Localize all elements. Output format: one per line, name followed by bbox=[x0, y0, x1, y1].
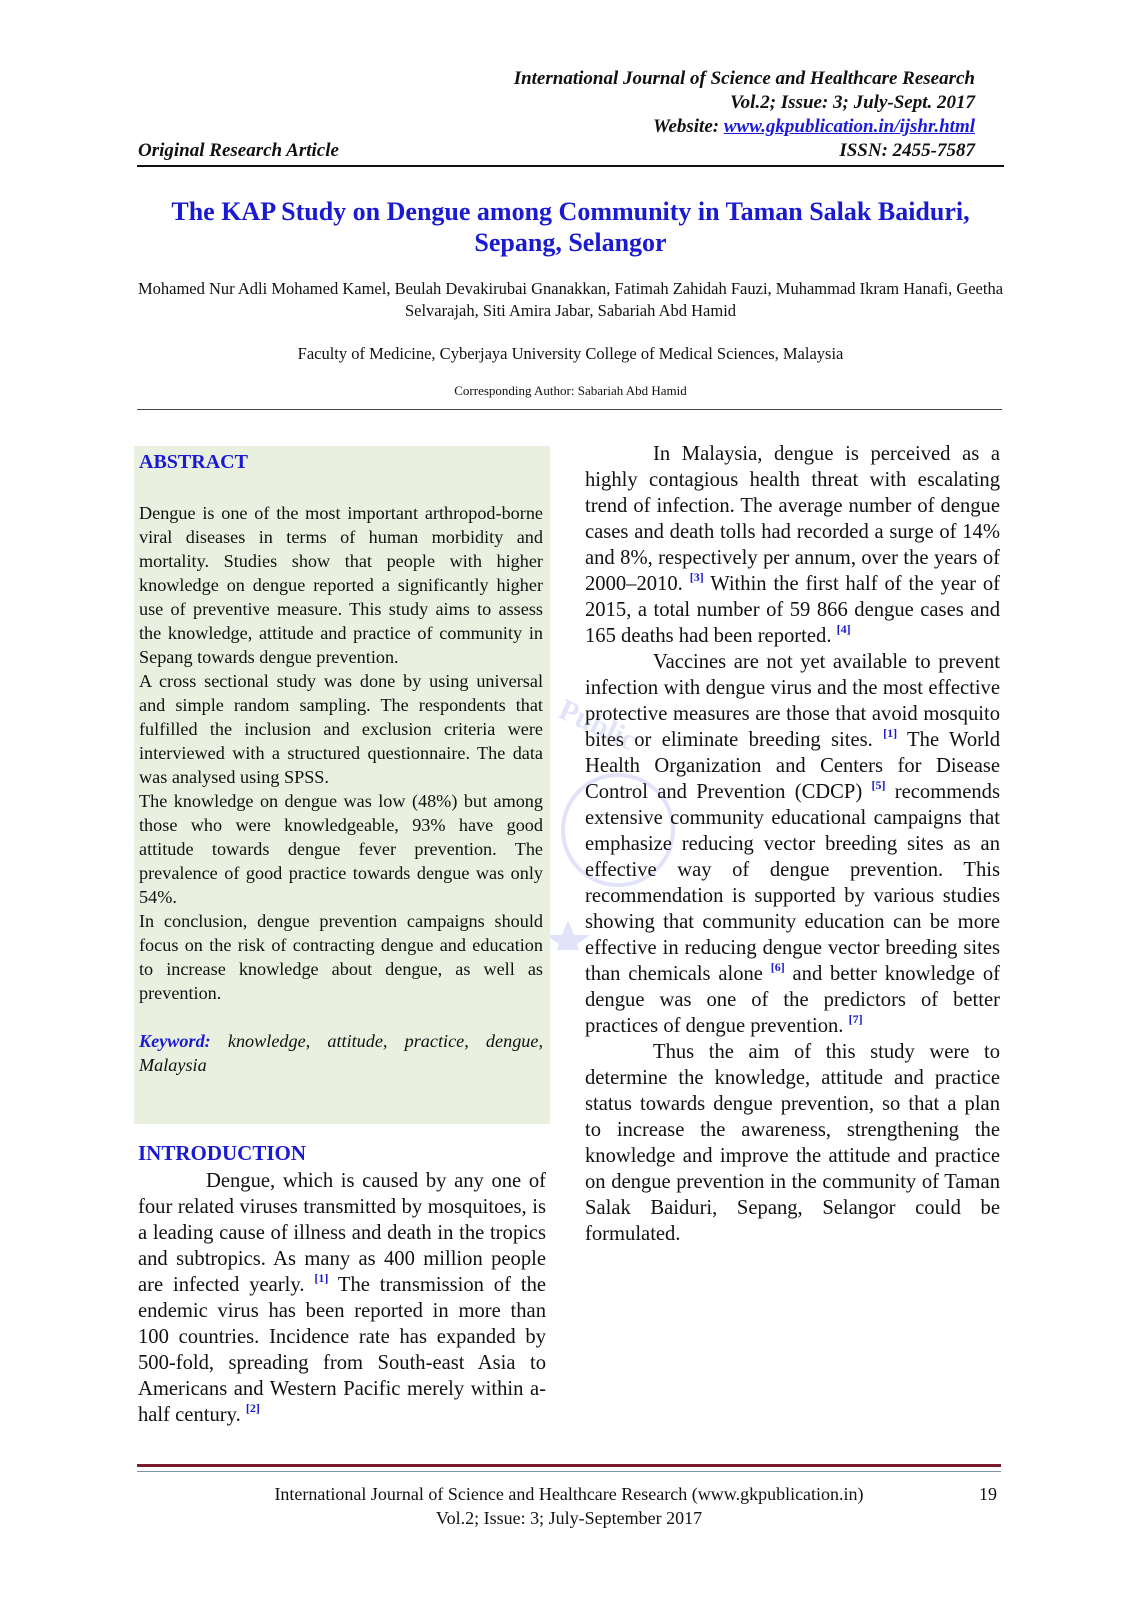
header-rule bbox=[137, 165, 1004, 167]
website-label: Website: bbox=[652, 116, 720, 137]
journal-name: International Journal of Science and Healthcare Research bbox=[513, 68, 975, 89]
body-paragraph bbox=[585, 441, 1000, 649]
abstract-box bbox=[134, 446, 550, 1124]
keyword-label: Keyword: bbox=[139, 1031, 211, 1051]
divider bbox=[137, 409, 1002, 410]
keywords bbox=[139, 1029, 543, 1077]
corresponding-author: Corresponding Author: Sabariah Abd Hamid bbox=[454, 383, 687, 398]
text-run: Dengue, which is caused by any one of four related viruses transmitted by mosquitoes, is a leading cause of illness and death in the tropics and subtropics. As many as 400 million people are infected yearly. bbox=[138, 1170, 546, 1296]
journal-website bbox=[653, 116, 975, 138]
text-run: In Malaysia, dengue is perceived as a highly contagious health threat with escalating trend of infection. The average number of dengue cases and death tolls had recorded a surge of 14% and 8%, respectively per annum, over the years of 2000–2010. bbox=[585, 443, 1000, 595]
citation-2[interactable]: [2] bbox=[245, 1401, 260, 1415]
introduction-paragraph bbox=[138, 1168, 546, 1428]
page-number: 19 bbox=[979, 1484, 997, 1504]
text-run: and better knowledge of dengue was one of the predictors of better practices of dengue prevention. bbox=[585, 963, 1000, 1037]
text-run: The World Health Organization and Centers for Disease Control and Prevention (CDCP) bbox=[585, 729, 1000, 803]
citation-4[interactable]: [4] bbox=[836, 622, 851, 636]
abstract-paragraph: The knowledge on dengue was low (48%) but among those who were knowledgeable, 93% have good attitude towards dengue fever prevention. The prevalence of good practice towards dengue was only 54%. bbox=[139, 791, 543, 907]
citation-1[interactable]: [1] bbox=[883, 726, 898, 740]
right-column bbox=[585, 441, 1000, 1247]
text-run: Vaccines are not yet available to prevent infection with dengue virus and the most effective protective measures are those that avoid mosquito bites or eliminate breeding sites. bbox=[585, 651, 1000, 751]
introduction-heading: INTRODUCTION bbox=[138, 1141, 307, 1165]
citation-6[interactable]: [6] bbox=[770, 960, 785, 974]
citation-5[interactable]: [5] bbox=[871, 778, 886, 792]
footer-journal: International Journal of Science and Healthcare Research (www.gkpublication.in) bbox=[274, 1484, 864, 1504]
article-title: The KAP Study on Dengue among Community in Taman Salak Baiduri, Sepang, Selangor bbox=[171, 197, 970, 257]
abstract-paragraph: Dengue is one of the most important arthropod-borne viral diseases in terms of human morbidity and mortality. Studies show that people with higher knowledge on dengue reported a significantly higher use of preventive measure. This study aims to assess the knowledge, attitude and practice of community in Sepang towards dengue prevention. bbox=[139, 503, 543, 667]
website-link[interactable]: www.gkpublication.in/ijshr.html bbox=[723, 116, 975, 137]
citation-3[interactable]: [3] bbox=[689, 570, 704, 584]
authors: Mohamed Nur Adli Mohamed Kamel, Beulah Devakirubai Gnanakkan, Fatimah Zahidah Fauzi, Muhammad Ikram Hanafi, Geetha Selvarajah, Siti Amira Jabar, Sabariah Abd Hamid bbox=[137, 279, 1004, 320]
svg-text:Public: Public bbox=[553, 692, 642, 758]
text-run: The transmission of the endemic virus has been reported in more than 100 countries. Incidence rate has expanded by 500-fold, spreading from South-east Asia to Americans and Western Pacific merely within a-half century. bbox=[138, 1274, 547, 1426]
affiliation: Faculty of Medicine, Cyberjaya University College of Medical Sciences, Malaysia bbox=[297, 344, 844, 363]
footer-rule-thin bbox=[137, 1471, 1001, 1472]
journal-volume: Vol.2; Issue: 3; July-Sept. 2017 bbox=[730, 92, 975, 113]
footer-volume: Vol.2; Issue: 3; July-September 2017 bbox=[435, 1508, 703, 1528]
introduction-body bbox=[138, 1168, 546, 1428]
body-paragraph bbox=[585, 649, 1000, 1039]
issn: ISSN: 2455-7587 bbox=[839, 140, 975, 161]
abstract-paragraph: A cross sectional study was done by using universal and simple random sampling. The respondents that fulfilled the inclusion and exclusion criteria were interviewed with a structured questionnaire. The data was analysed using SPSS. bbox=[139, 671, 543, 787]
footer-rule bbox=[137, 1464, 1001, 1467]
keyword-list: knowledge, attitude, practice, dengue, Malaysia bbox=[139, 1031, 543, 1075]
citation-7[interactable]: [7] bbox=[848, 1012, 863, 1026]
body-paragraph: Thus the aim of this study were to determine the knowledge, attitude and practice status towards dengue prevention, so that a plan to increase the awareness, strengthening the knowledge and improve the attitude and practice on dengue prevention in the community of Taman Salak Baiduri, Sepang, Selangor could be formulated. bbox=[585, 1041, 1000, 1245]
text-run: Within the first half of the year of 2015, a total number of 59 866 dengue cases and 165 deaths had been reported. bbox=[585, 573, 1000, 647]
article-type: Original Research Article bbox=[138, 140, 339, 161]
abstract-heading: ABSTRACT bbox=[139, 451, 248, 473]
text-run: recommends extensive community educational campaigns that emphasize reducing vector breeding sites as an effective way of dengue prevention. This recommendation is supported by various studies showing that community education can be more effective in reducing dengue vector breeding sites than chemicals alone bbox=[585, 781, 1000, 985]
citation-1[interactable]: [1] bbox=[314, 1271, 329, 1285]
abstract-paragraph: In conclusion, dengue prevention campaigns should focus on the risk of contracting dengue and education to increase knowledge about dengue, as well as prevention. bbox=[139, 911, 543, 1003]
